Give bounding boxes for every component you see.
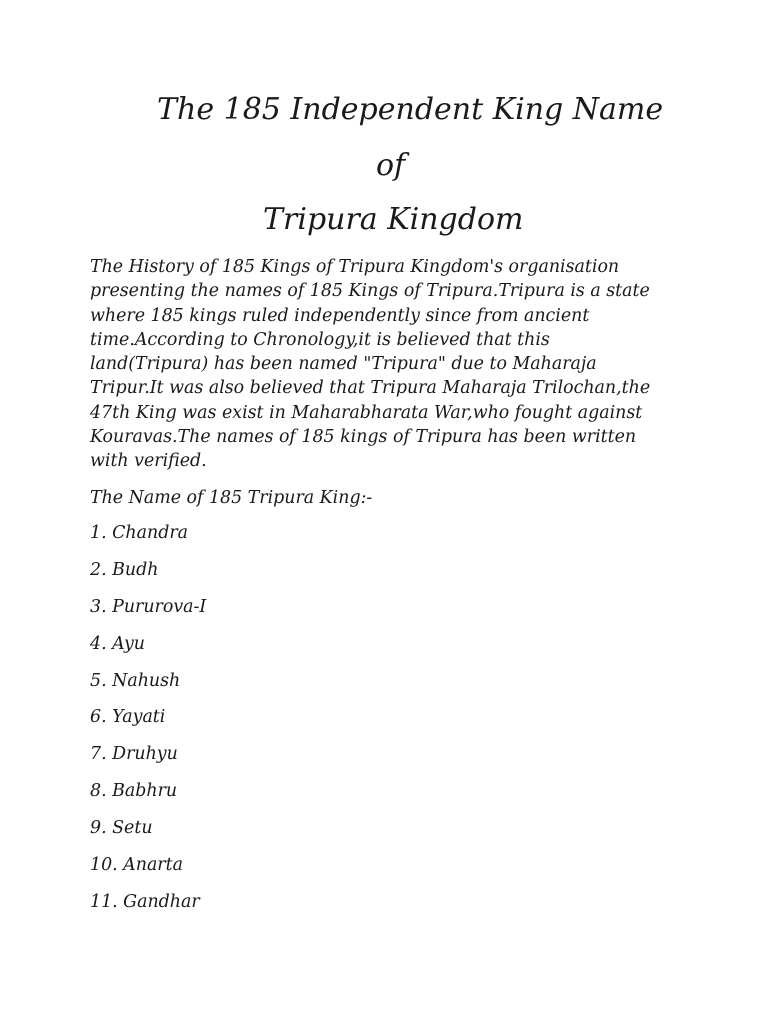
intro-paragraph (90, 255, 690, 474)
list-item: 4. Ayu (90, 633, 145, 654)
list-item: 6. Yayati (90, 707, 166, 728)
list-heading: The Name of 185 Tripura King:- (90, 488, 373, 508)
intro-line: where 185 kings ruled independently since from ancient (90, 305, 590, 326)
list-item: 10. Anarta (90, 855, 183, 876)
list-item: 5. Nahush (90, 670, 181, 691)
intro-line: presenting the names of 185 Kings of Tripura.Tripura is a state (90, 281, 650, 302)
list-item: 1. Chandra (90, 523, 189, 543)
title-line-3: Tripura Kingdom (263, 202, 524, 237)
intro-line: Tripur.It was also believed that Tripura Maharaja Trilochan,the (90, 378, 651, 399)
title-line-1: The 185 Independent King Name (157, 92, 664, 127)
intro-line: 47th King was exist in Maharabharata War,who fought against (90, 402, 643, 423)
title-line-2: of (376, 148, 406, 183)
list-item: 9. Setu (90, 818, 153, 839)
list-item: 11. Gandhar (90, 891, 200, 912)
intro-line: The History of 185 Kings of Tripura Kingdom's organisation (90, 257, 620, 277)
list-item: 8. Babhru (90, 781, 178, 802)
intro-line: land(Tripura) has been named "Tripura" due to Maharaja (90, 354, 597, 375)
intro-line: with verified. (90, 451, 207, 472)
list-item: 7. Druhyu (90, 744, 178, 765)
intro-line: Kouravas.The names of 185 kings of Tripura has been written (90, 427, 637, 448)
king-list (90, 521, 206, 927)
intro-line: time.According to Chronology,it is believed that this (90, 329, 550, 350)
list-item: 2. Budh (90, 559, 159, 580)
list-item: 3. Pururova-I (90, 596, 207, 617)
